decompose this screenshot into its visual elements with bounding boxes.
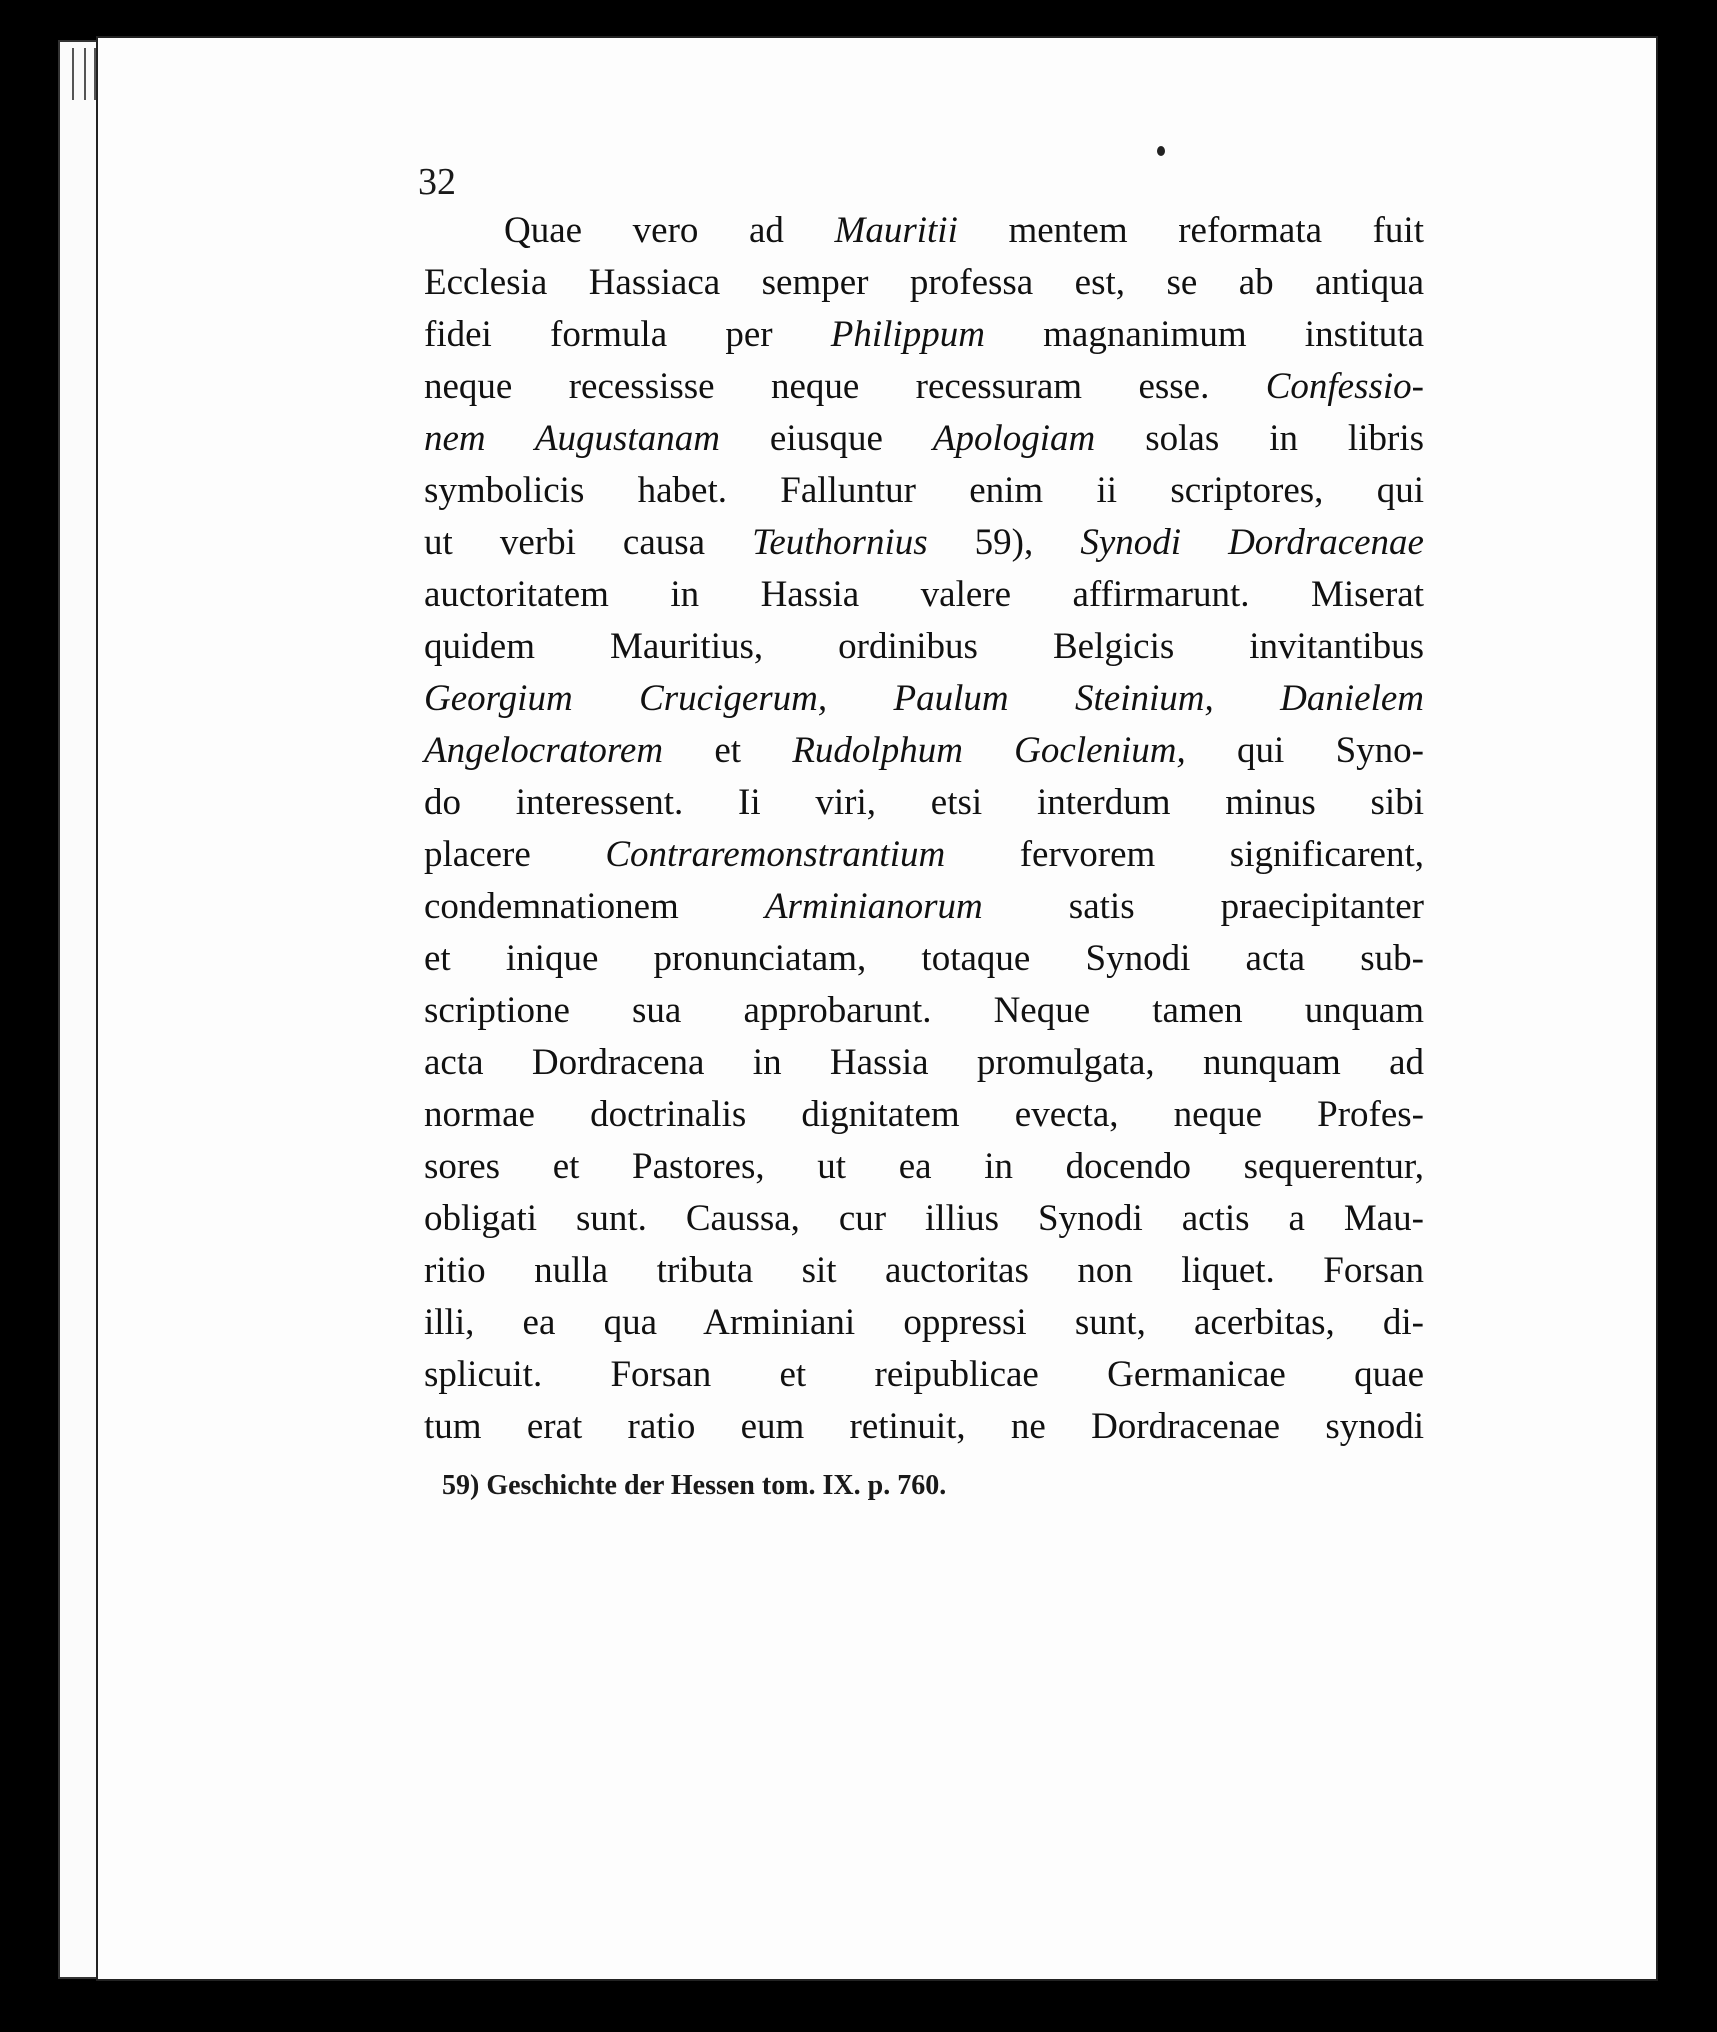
text-run: condemnationem [424, 886, 765, 927]
text-run: normae doctrinalis dignitatem evecta, neque Profes- [424, 1094, 1424, 1135]
text-run: illi, ea qua Arminiani oppressi sunt, acerbitas, di- [424, 1302, 1424, 1343]
text-line [424, 1349, 1424, 1401]
text-run: obligati sunt. Caussa, cur illius Synodi actis a Mau- [424, 1198, 1424, 1239]
text-line [424, 1193, 1424, 1245]
italic-text: Rudolphum Goclenium, [792, 730, 1186, 771]
italic-text: Teuthornius [752, 522, 928, 563]
text-line [424, 933, 1424, 985]
text-line [424, 1245, 1424, 1297]
text-line [424, 569, 1424, 621]
text-line [424, 1141, 1424, 1193]
text-run: sores et Pastores, ut ea in docendo sequerentur, [424, 1146, 1424, 1187]
text-run: qui Syno- [1185, 730, 1424, 771]
text-line [424, 1401, 1424, 1453]
text-line [424, 1089, 1424, 1141]
italic-text: Arminianorum [764, 886, 983, 927]
text-run: 59), [927, 522, 1081, 563]
text-run: satis praecipitanter [982, 886, 1425, 927]
italic-text: Georgium Crucigerum, Paulum Steinium, Danielem [424, 678, 1424, 719]
text-line [424, 413, 1424, 465]
text-line [424, 1037, 1424, 1089]
body-text [424, 205, 1424, 1453]
text-run: placere [424, 834, 606, 875]
footnote: 59) Geschichte der Hessen tom. IX. p. 760. [442, 1470, 947, 1501]
ink-speck [1157, 146, 1165, 156]
text-line [424, 361, 1424, 413]
text-run: ritio nulla tributa sit auctoritas non liquet. Forsan [424, 1250, 1424, 1291]
text-line [424, 1297, 1424, 1349]
text-run: fervorem significarent, [945, 834, 1424, 875]
italic-text: Confessio- [1265, 366, 1424, 407]
text-line [424, 621, 1424, 673]
text-line [424, 517, 1424, 569]
italic-text: Mauritii [834, 210, 958, 251]
text-line [424, 777, 1424, 829]
text-run: tum erat ratio eum retinuit, ne Dordracenae synodi [424, 1406, 1424, 1447]
text-line [424, 309, 1424, 361]
italic-text: Synodi Dordracenae [1080, 522, 1424, 563]
text-line [424, 725, 1424, 777]
text-run: splicuit. Forsan et reipublicae Germanicae quae [424, 1354, 1424, 1395]
text-line [424, 881, 1424, 933]
text-run: et [663, 730, 793, 771]
italic-text: Angelocratorem [424, 730, 664, 771]
text-run: Quae vero ad [504, 210, 835, 251]
text-line [424, 673, 1424, 725]
text-run: magnanimum instituta [984, 314, 1425, 355]
text-line [424, 829, 1424, 881]
text-line [424, 465, 1424, 517]
text-run: neque recessisse neque recessuram esse. [424, 366, 1266, 407]
text-line [424, 257, 1424, 309]
text-run: auctoritatem in Hassia valere affirmarunt. Miserat [424, 574, 1424, 615]
text-run: solas in libris [1095, 418, 1424, 459]
text-run: do interessent. Ii viri, etsi interdum minus sibi [424, 782, 1424, 823]
text-run: Ecclesia Hassiaca semper professa est, se ab antiqua [424, 262, 1424, 303]
text-run: ut verbi causa [424, 522, 753, 563]
text-run: et inique pronunciatam, totaque Synodi acta sub- [424, 938, 1424, 979]
italic-text: Philippum [830, 314, 985, 355]
page-number: 32 [418, 161, 456, 203]
text-run: symbolicis habet. Falluntur enim ii scriptores, qui [424, 470, 1424, 511]
italic-text: Apologiam [932, 418, 1096, 459]
text-run: acta Dordracena in Hassia promulgata, nunquam ad [424, 1042, 1424, 1083]
italic-text: nem Augustanam [424, 418, 720, 459]
text-line [424, 205, 1424, 257]
text-run: fidei formula per [424, 314, 831, 355]
text-line [424, 985, 1424, 1037]
text-run: quidem Mauritius, ordinibus Belgicis invitantibus [424, 626, 1424, 667]
text-run: scriptione sua approbarunt. Neque tamen unquam [424, 990, 1424, 1031]
text-run: mentem reformata fuit [957, 210, 1424, 251]
italic-text: Contraremonstrantium [605, 834, 946, 875]
text-run: eiusque [719, 418, 933, 459]
